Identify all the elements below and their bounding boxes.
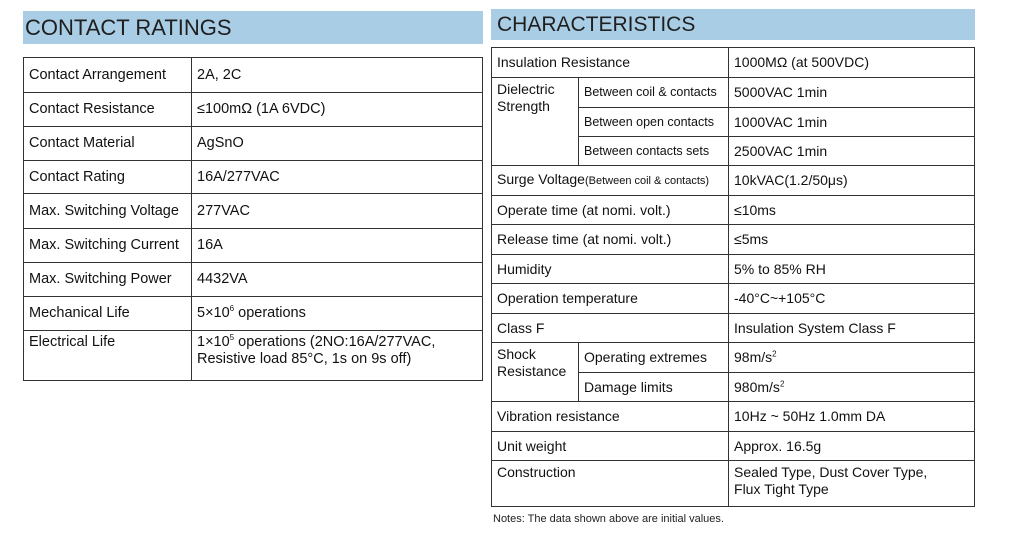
- table-row: [24, 58, 483, 93]
- table-row: [492, 343, 975, 373]
- row-value: [192, 331, 483, 381]
- row-value: -40°C~+105°C: [729, 284, 975, 314]
- row-value: 4432VA: [192, 263, 483, 297]
- table-row: [24, 194, 483, 229]
- value-superscript: 6: [229, 304, 235, 314]
- label-text: Strength: [497, 98, 550, 114]
- table-row: [24, 263, 483, 297]
- row-label: [492, 78, 579, 166]
- row-value: 16A: [192, 229, 483, 263]
- notes-text: Notes: The data shown above are initial values.: [493, 513, 724, 525]
- label-text: Resistance: [497, 363, 567, 379]
- row-value: [729, 373, 975, 402]
- row-label: Operation temperature: [492, 284, 729, 314]
- label-note: (Between coil & contacts): [584, 175, 710, 187]
- sub-label: Between open contacts: [579, 108, 729, 137]
- value-text: 98m/s: [734, 349, 773, 365]
- sub-label: Damage limits: [579, 373, 729, 402]
- row-value: Approx. 16.5g: [729, 432, 975, 461]
- value-text: 1×10: [197, 334, 230, 350]
- label-text: Surge Voltage: [497, 171, 585, 187]
- row-label: Release time (at nomi. volt.): [492, 225, 729, 255]
- row-label: Humidity: [492, 255, 729, 284]
- row-label: Construction: [492, 461, 729, 507]
- value-superscript: 2: [779, 378, 785, 388]
- row-label: Mechanical Life: [24, 297, 192, 331]
- row-label: Insulation Resistance: [492, 48, 729, 78]
- table-row: [492, 196, 975, 225]
- row-value: 10Hz ~ 50Hz 1.0mm DA: [729, 402, 975, 432]
- table-row: [24, 127, 483, 161]
- row-label: Vibration resistance: [492, 402, 729, 432]
- value-superscript: 2: [772, 349, 777, 359]
- row-label: Max. Switching Current: [24, 229, 192, 263]
- row-value: 16A/277VAC: [192, 161, 483, 194]
- row-label: Contact Material: [24, 127, 192, 161]
- contact-ratings-table: [23, 57, 483, 381]
- label-text: Dielectric: [497, 81, 555, 97]
- table-row: [24, 93, 483, 127]
- value-text: Flux Tight Type: [734, 481, 829, 497]
- table-row: [492, 48, 975, 78]
- table-row: [492, 225, 975, 255]
- row-value: 5% to 85% RH: [729, 255, 975, 284]
- table-row: [492, 461, 975, 507]
- row-label: Max. Switching Voltage: [24, 194, 192, 229]
- row-value: ≤100mΩ (1A 6VDC): [192, 93, 483, 127]
- row-value: ≤5ms: [729, 225, 975, 255]
- row-label: Contact Rating: [24, 161, 192, 194]
- value-text: operations (2NO:16A/277VAC,: [234, 334, 436, 350]
- table-row: [492, 432, 975, 461]
- row-label: [492, 343, 579, 402]
- row-label: Contact Resistance: [24, 93, 192, 127]
- table-row: [492, 255, 975, 284]
- row-label: Unit weight: [492, 432, 729, 461]
- table-row: [492, 284, 975, 314]
- characteristics-title: CHARACTERISTICS: [491, 9, 975, 40]
- table-row: [492, 78, 975, 108]
- value-text: Resistive load 85°C, 1s on 9s off): [197, 351, 412, 367]
- value-text: Sealed Type, Dust Cover Type,: [734, 464, 928, 480]
- value-text: 980m/s: [734, 378, 780, 395]
- row-value: 10kVAC(1.2/50μs): [729, 166, 975, 196]
- value-superscript: 5: [229, 333, 235, 343]
- table-row: [24, 161, 483, 194]
- row-label: Max. Switching Power: [24, 263, 192, 297]
- row-value: Insulation System Class F: [729, 314, 975, 343]
- row-value: 277VAC: [192, 194, 483, 229]
- row-value: 2A, 2C: [192, 58, 483, 93]
- characteristics-table: [491, 47, 975, 507]
- table-row: [492, 166, 975, 196]
- value-text: 5×10: [197, 305, 230, 321]
- sub-label: Between coil & contacts: [579, 78, 729, 108]
- row-value: 1000MΩ (at 500VDC): [729, 48, 975, 78]
- row-value: 2500VAC 1min: [729, 137, 975, 166]
- table-row: [24, 297, 483, 331]
- table-row: [492, 402, 975, 432]
- row-value: [192, 297, 483, 331]
- row-label: Class F: [492, 314, 729, 343]
- value-text: operations: [234, 305, 306, 321]
- row-label: [492, 166, 729, 196]
- table-row: [492, 314, 975, 343]
- sub-label: Operating extremes: [579, 343, 729, 373]
- table-row: [24, 331, 483, 381]
- label-text: Shock: [497, 346, 536, 362]
- row-value: 1000VAC 1min: [729, 108, 975, 137]
- table-row: [24, 229, 483, 263]
- row-value: [729, 461, 975, 507]
- row-value: 5000VAC 1min: [729, 78, 975, 108]
- row-label: Operate time (at nomi. volt.): [492, 196, 729, 225]
- row-label: Contact Arrangement: [24, 58, 192, 93]
- row-value: ≤10ms: [729, 196, 975, 225]
- row-value: AgSnO: [192, 127, 483, 161]
- contact-ratings-title: CONTACT RATINGS: [23, 11, 483, 44]
- row-value: [729, 343, 975, 373]
- row-label: Electrical Life: [24, 331, 192, 381]
- sub-label: Between contacts sets: [579, 137, 729, 166]
